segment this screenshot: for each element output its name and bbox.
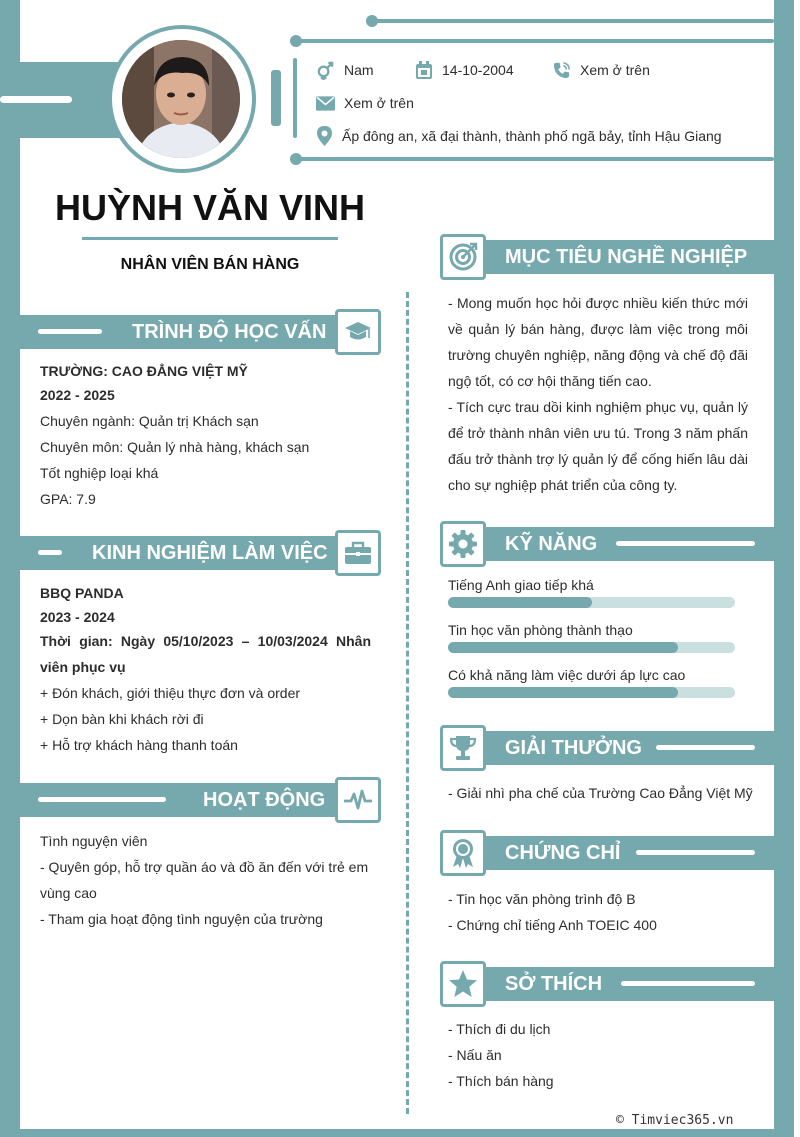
hobby-item: - Thích bán hàng xyxy=(448,1073,554,1089)
page-frame-right xyxy=(774,0,794,1137)
certificates-icon-box xyxy=(440,830,486,876)
birthday-value: 14-10-2004 xyxy=(442,62,514,78)
page-frame-left xyxy=(0,0,20,1137)
activities-title: HOẠT ĐỘNG xyxy=(203,789,326,811)
experience-duty: + Đón khách, giới thiệu thực đơn và order xyxy=(40,685,301,701)
awards-header-stripe xyxy=(656,745,755,750)
objective-icon-box xyxy=(440,234,486,280)
skill-bar xyxy=(448,642,735,653)
gender-info xyxy=(316,60,374,80)
skill-bar xyxy=(448,687,735,698)
gender-icon xyxy=(316,61,335,80)
education-header-stripe xyxy=(38,329,102,334)
award-ribbon-icon xyxy=(450,838,476,868)
position-title: NHÂN VIÊN BÁN HÀNG xyxy=(120,256,300,273)
education-line: Tốt nghiệp loại khá xyxy=(40,465,159,481)
graduation-cap-icon xyxy=(344,320,372,344)
experience-role: Thời gian: Ngày 05/10/2023 – 10/03/2024 Nhân viên phục vụ xyxy=(40,633,371,675)
briefcase-icon xyxy=(344,541,372,565)
education-icon-box xyxy=(335,309,381,355)
email-value: Xem ở trên xyxy=(344,95,414,111)
activities-line: Tình nguyện viên xyxy=(40,833,148,849)
experience-header-stripe xyxy=(38,550,62,555)
experience-years: 2023 - 2024 xyxy=(40,609,115,625)
header-info-vline xyxy=(293,58,297,138)
activities-line: - Quyên góp, hỗ trợ quần áo và đồ ăn đến với trẻ em vùng cao xyxy=(40,859,369,901)
skill-label: Có khả năng làm việc dưới áp lực cao xyxy=(448,667,686,683)
skill-bar-fill xyxy=(448,642,678,653)
skill-label: Tin học văn phòng thành thạo xyxy=(448,622,633,638)
header-info-top-line xyxy=(296,39,774,43)
target-icon xyxy=(448,242,478,272)
activities-icon-box xyxy=(335,777,381,823)
avatar xyxy=(122,40,240,158)
skill-bar-fill xyxy=(448,597,592,608)
phone-icon xyxy=(552,61,571,80)
trophy-icon xyxy=(449,734,477,762)
calendar-icon xyxy=(415,61,433,80)
objective-paragraph: - Mong muốn học hỏi được nhiều kiến thức mới về quản lý bán hàng, được làm việc trong môi trường chuyên nghiệp, năng động và chế độ đãi ngộ tốt, có cơ hội thăng tiến cao. xyxy=(448,295,748,389)
skills-header-stripe xyxy=(616,541,755,546)
certificate-item: - Chứng chỉ tiếng Anh TOEIC 400 xyxy=(448,917,657,933)
experience-duty: + Hỗ trợ khách hàng thanh toán xyxy=(40,737,238,753)
skills-title: KỸ NĂNG xyxy=(505,533,598,555)
education-school: TRƯỜNG: CAO ĐẲNG VIỆT MỸ xyxy=(40,363,248,379)
gear-icon xyxy=(448,529,478,559)
email-info xyxy=(316,93,414,113)
hobbies-icon-box xyxy=(440,961,486,1007)
certificates-header-stripe xyxy=(636,850,755,855)
page-frame-bottom xyxy=(0,1129,794,1137)
phone-value: Xem ở trên xyxy=(580,62,650,78)
education-years: 2022 - 2025 xyxy=(40,387,115,403)
objective-paragraph: - Tích cực trau dồi kinh nghiệm phục vụ, quản lý để trở thành nhân viên ưu tú. Trong 3 năm phấn đấu trở thành trợ lý quản lý để cống hiến lâu dài cho sự nghiệp phát triển của công ty. xyxy=(448,399,748,493)
skill-bar xyxy=(448,597,735,608)
experience-duty: + Dọn bàn khi khách rời đi xyxy=(40,711,204,727)
address-value: Ấp đông an, xã đại thành, thành phố ngã bảy, tỉnh Hậu Giang xyxy=(342,128,722,144)
objective-title: MỤC TIÊU NGHỀ NGHIỆP xyxy=(505,246,748,268)
header-top-line xyxy=(372,19,774,23)
experience-company: BBQ PANDA xyxy=(40,585,124,601)
header-band-stripe xyxy=(0,96,72,103)
skills-icon-box xyxy=(440,521,486,567)
hobby-item: - Thích đi du lịch xyxy=(448,1021,551,1037)
phone-info xyxy=(552,60,650,80)
hobbies-title: SỞ THÍCH xyxy=(505,973,603,995)
candidate-name: HUỲNH VĂN VINH xyxy=(54,187,366,228)
experience-icon-box xyxy=(335,530,381,576)
awards-icon-box xyxy=(440,725,486,771)
header-info-bar xyxy=(271,70,281,126)
certificates-title: CHỨNG CHỈ xyxy=(505,842,621,864)
certificate-item: - Tin học văn phòng trình độ B xyxy=(448,891,636,907)
hobby-item: - Nấu ăn xyxy=(448,1047,502,1063)
skill-label: Tiếng Anh giao tiếp khá xyxy=(448,577,594,593)
education-line: Chuyên ngành: Quản trị Khách sạn xyxy=(40,413,259,429)
address-info xyxy=(316,126,722,146)
awards-title: GIẢI THƯỞNG xyxy=(505,737,642,759)
award-item: - Giải nhì pha chế của Trường Cao Đẳng Việt Mỹ xyxy=(448,785,753,801)
education-line: Chuyên môn: Quản lý nhà hàng, khách sạn xyxy=(40,439,310,455)
name-underline xyxy=(82,237,338,240)
skill-bar-fill xyxy=(448,687,678,698)
gender-value: Nam xyxy=(344,62,374,78)
heartbeat-icon xyxy=(343,789,373,811)
header-info-bottom-line xyxy=(296,157,774,161)
column-divider xyxy=(406,292,409,1114)
activities-header-stripe xyxy=(38,797,166,802)
experience-title: KINH NGHIỆM LÀM VIỆC xyxy=(92,542,328,564)
education-line: GPA: 7.9 xyxy=(40,491,96,507)
watermark: © Timviec365.vn xyxy=(616,1113,734,1128)
hobbies-header-stripe xyxy=(621,981,755,986)
envelope-icon xyxy=(316,96,335,111)
star-icon xyxy=(448,969,478,999)
activities-line: - Tham gia hoạt động tình nguyện của trường xyxy=(40,911,323,927)
location-pin-icon xyxy=(316,126,333,146)
education-title: TRÌNH ĐỘ HỌC VẤN xyxy=(132,321,327,343)
birthday-info xyxy=(415,60,514,80)
